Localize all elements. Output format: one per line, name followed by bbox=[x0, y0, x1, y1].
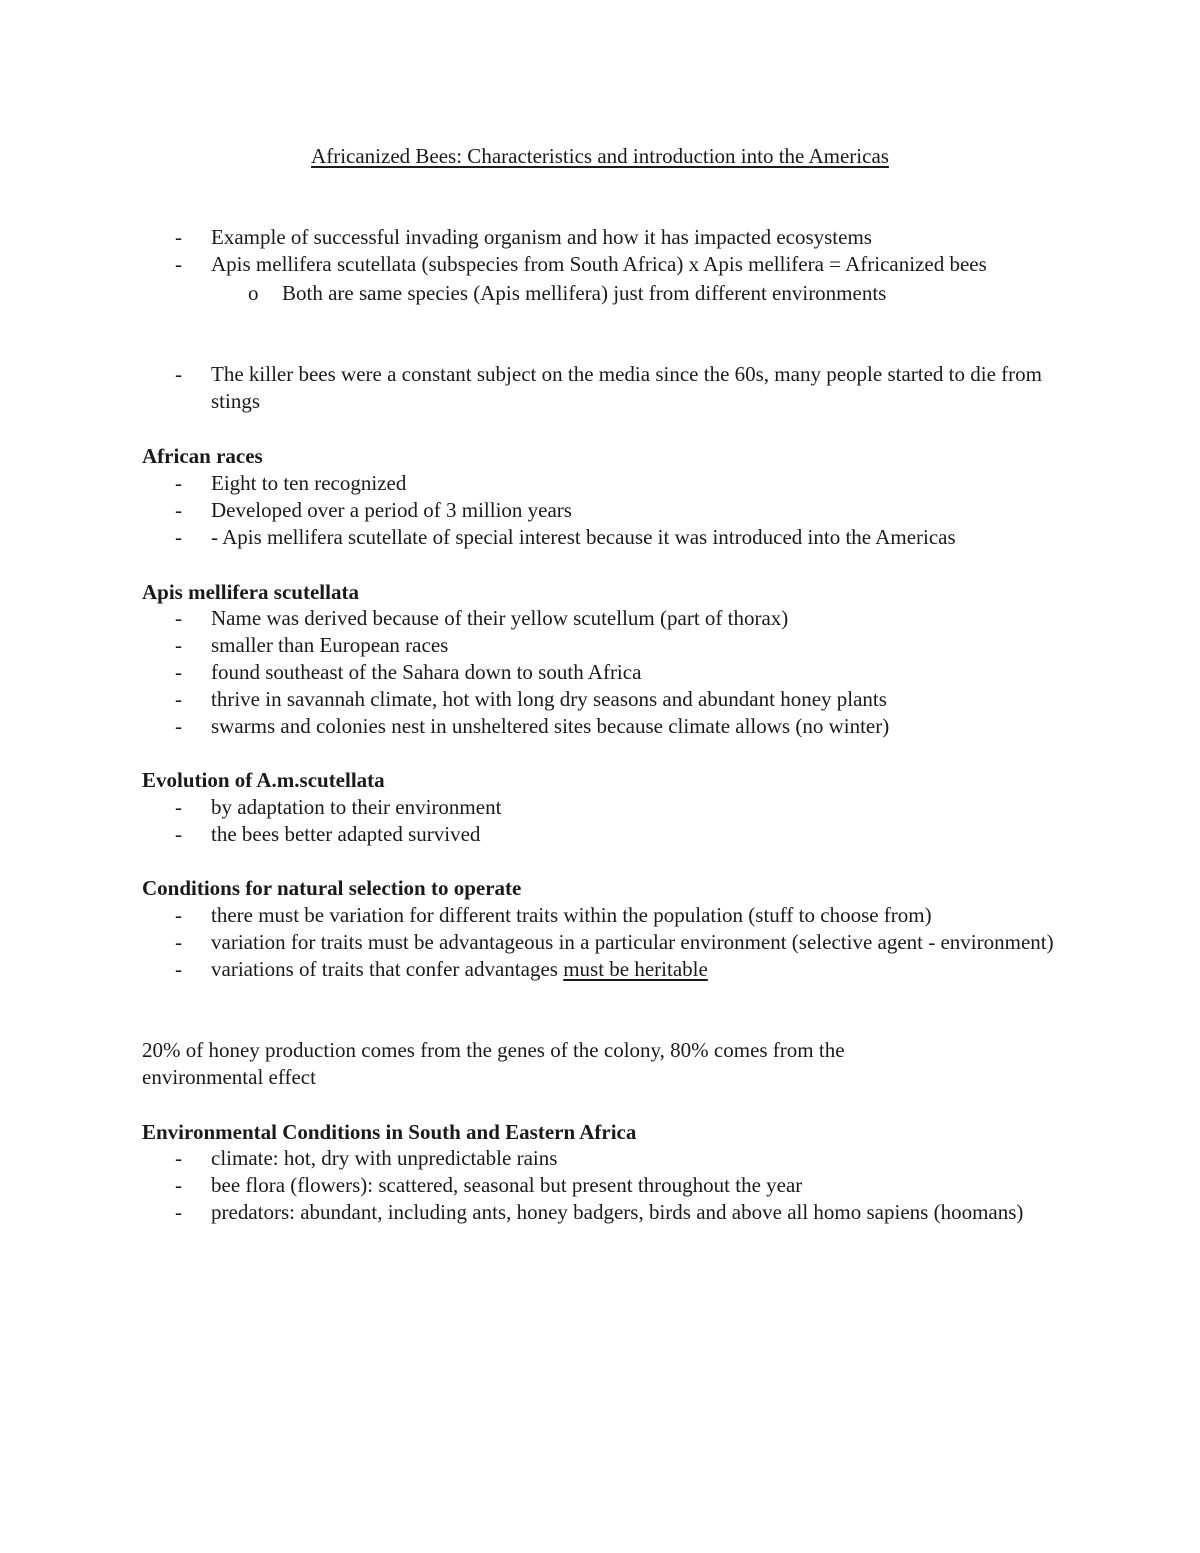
dash-bullet: - bbox=[175, 633, 182, 657]
list-item bbox=[0, 659, 1200, 686]
list-item-text: Example of successful invading organism and how it has impacted ecosystems bbox=[211, 225, 872, 249]
section-heading-evolution: Evolution of A.m.scutellata bbox=[142, 768, 385, 792]
list-item bbox=[0, 497, 1200, 524]
environment-list bbox=[0, 1145, 1200, 1226]
list-item-text: the bees better adapted survived bbox=[211, 822, 481, 846]
list-item bbox=[0, 902, 1200, 929]
list-item-text: climate: hot, dry with unpredictable rains bbox=[211, 1146, 558, 1170]
list-item bbox=[0, 224, 1200, 251]
list-item-text: smaller than European races bbox=[211, 633, 449, 657]
list-item-text: - Apis mellifera scutellate of special interest because it was introduced into the Americas bbox=[211, 525, 956, 549]
list-item bbox=[0, 1199, 1200, 1226]
list-item bbox=[0, 251, 1200, 278]
document-title: Africanized Bees: Characteristics and introduction into the Americas bbox=[311, 144, 889, 168]
list-item bbox=[0, 605, 1200, 632]
list-item bbox=[0, 470, 1200, 497]
list-item bbox=[0, 524, 1200, 551]
sub-list-item bbox=[0, 280, 1200, 307]
evolution-list bbox=[0, 794, 1200, 848]
list-item-text: Name was derived because of their yellow scutellum (part of thorax) bbox=[211, 606, 789, 630]
list-item-text: Eight to ten recognized bbox=[211, 471, 407, 495]
dash-bullet: - bbox=[175, 903, 182, 927]
list-item bbox=[0, 713, 1200, 740]
list-item-text: found southeast of the Sahara down to south Africa bbox=[211, 660, 642, 684]
list-item-text: variations of traits that confer advantages bbox=[211, 957, 564, 981]
list-item bbox=[0, 1172, 1200, 1199]
list-item-text: thrive in savannah climate, hot with long dry seasons and abundant honey plants bbox=[211, 687, 887, 711]
intro-list bbox=[0, 224, 1200, 307]
scutellata-list bbox=[0, 605, 1200, 740]
dash-bullet: - bbox=[175, 795, 182, 819]
list-item bbox=[0, 794, 1200, 821]
intro-list-continued bbox=[0, 361, 1200, 415]
dash-bullet: - bbox=[175, 471, 182, 495]
african-races-list bbox=[0, 470, 1200, 551]
list-item-text: bee flora (flowers): scattered, seasonal but present throughout the year bbox=[211, 1173, 803, 1197]
circle-bullet: o bbox=[248, 281, 259, 305]
list-item bbox=[0, 632, 1200, 659]
list-item bbox=[0, 686, 1200, 713]
section-heading-natural-selection: Conditions for natural selection to operate bbox=[142, 876, 522, 900]
dash-bullet: - bbox=[175, 1200, 182, 1224]
dash-bullet: - bbox=[175, 822, 182, 846]
dash-bullet: - bbox=[175, 714, 182, 738]
list-item bbox=[0, 956, 1200, 983]
dash-bullet: - bbox=[175, 660, 182, 684]
dash-bullet: - bbox=[175, 252, 182, 276]
dash-bullet: - bbox=[175, 606, 182, 630]
dash-bullet: - bbox=[175, 525, 182, 549]
dash-bullet: - bbox=[175, 957, 182, 981]
dash-bullet: - bbox=[175, 1146, 182, 1170]
list-item bbox=[0, 929, 1200, 956]
list-item-text: there must be variation for different traits within the population (stuff to choose from) bbox=[211, 903, 932, 927]
honey-production-paragraph: 20% of honey production comes from the genes of the colony, 80% comes from the environmental effect bbox=[142, 1038, 845, 1089]
list-item bbox=[0, 361, 1200, 415]
dash-bullet: - bbox=[175, 687, 182, 711]
section-heading-african-races: African races bbox=[142, 444, 263, 468]
dash-bullet: - bbox=[175, 1173, 182, 1197]
section-heading-scutellata: Apis mellifera scutellata bbox=[142, 580, 359, 604]
dash-bullet: - bbox=[175, 498, 182, 522]
dash-bullet: - bbox=[175, 930, 182, 954]
list-item-text: Apis mellifera scutellata (subspecies from South Africa) x Apis mellifera = Africanized bees bbox=[211, 252, 987, 276]
list-item-text: variation for traits must be advantageous in a particular environment (selective agent - environment) bbox=[211, 930, 1054, 954]
list-item-text: The killer bees were a constant subject on the media since the 60s, many people started to die from stings bbox=[211, 362, 1042, 413]
section-heading-environment: Environmental Conditions in South and Eastern Africa bbox=[142, 1120, 637, 1144]
list-item-text: predators: abundant, including ants, honey badgers, birds and above all homo sapiens (hoomans) bbox=[211, 1200, 1024, 1224]
list-item bbox=[0, 1145, 1200, 1172]
sub-list-item-text: Both are same species (Apis mellifera) just from different environments bbox=[282, 281, 887, 305]
list-item-text: swarms and colonies nest in unsheltered sites because climate allows (no winter) bbox=[211, 714, 890, 738]
list-item bbox=[0, 821, 1200, 848]
list-item-text: Developed over a period of 3 million years bbox=[211, 498, 572, 522]
underlined-emphasis: must be heritable bbox=[563, 957, 708, 981]
natural-selection-list bbox=[0, 902, 1200, 983]
dash-bullet: - bbox=[175, 362, 182, 386]
list-item-text: by adaptation to their environment bbox=[211, 795, 502, 819]
dash-bullet: - bbox=[175, 225, 182, 249]
